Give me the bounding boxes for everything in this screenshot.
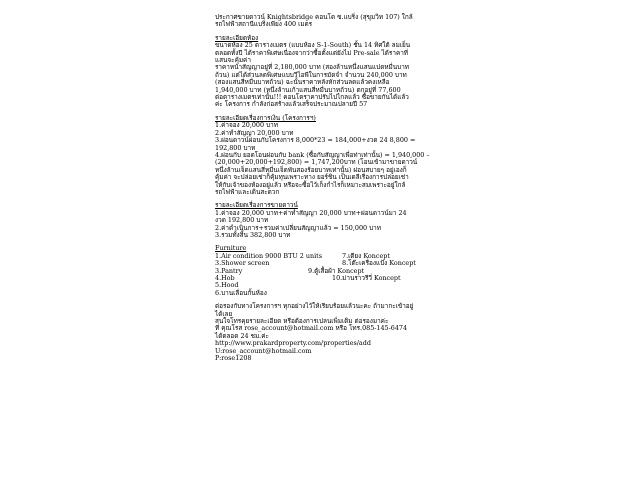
furniture-item: 8.โต๊ะเครื่องแป้ง Koncept xyxy=(342,259,416,268)
room-details-line: (สองแสนสี่หมื่นบาทถ้วน) ฉะนั้นราคาหลังหักส่วนลดแล้วคงเหลือ xyxy=(215,78,390,87)
intro-line: รถไฟฟ้าสถานีแบริ่งเพียง 400 เมตร xyxy=(215,20,313,29)
finance-line: 4.ผ่อนกับ ยอดโอนผ่อนกับ bank (ซื้อกับสัญญาเพื่อท่าเท่านั้น) = 1,940,000 – xyxy=(215,150,430,159)
furniture-item: 3.Shower screen xyxy=(215,259,270,268)
finance-line: 192,800 บาท xyxy=(215,143,256,152)
transfer-line: 2.ค่าดำเนินการ+รวมค่าเปลี่ยนสัญญาแล้ว = 150,000 บาท xyxy=(215,223,381,232)
room-details-heading: รายละเอียดห้อง xyxy=(215,33,259,42)
furniture-item: 1.Air condition 9000 BTU 2 units xyxy=(215,251,323,260)
furniture-item: 10.ม่านราวรีวี่ Koncept xyxy=(332,274,401,282)
transfer-line: งวด 192,800 บาท xyxy=(215,216,269,225)
furniture-item: 4.Hob xyxy=(215,274,235,282)
finance-line: 2.ค่าทำสัญญา 20,000 บาท xyxy=(215,128,294,137)
transfer-line: 3.รวมทั้งสิ้น 382,800 บาท xyxy=(215,230,291,239)
finance-line: 3.ผ่อนดาวน์ผ่อนกับโครงการ 8,000*23 = 184,000+งวด 24 8,800 = xyxy=(215,136,416,145)
room-details-line: แสนจะคุ้มค่า xyxy=(215,56,251,65)
finance-heading: รายละเอียดเรื่องการเงิน (โครงการฯ) xyxy=(215,113,316,122)
username-line: U:rose_account@hotmail.com xyxy=(215,346,312,355)
room-details-line: ราคาหน้าสัญญาอยู่ที่ 2,180,000 บาท (สองล้านหนึ่งแสนแปดหมื่นบาท xyxy=(215,63,409,72)
finance-section xyxy=(215,115,440,196)
room-details-line: ค่ะ โครงการ กำลังก่อสร้างแล้วเสร็จประมาณปลายปี 57 xyxy=(215,100,368,109)
room-details-line: ถ้วน) แต่ได้ส่วนลดพิเศษแบบวีไอพีในการมัดจำ จำนวน 240,000 บาท xyxy=(215,70,407,79)
finance-line: ให้กับเจ้าของห้องอยู่แล้ว หรือจะซื้อไว้เก็งกำไรก็เหมาะสมเพราะอยู่ใกล้ xyxy=(215,180,406,189)
contact-line: ได้ตลอด 24 ชม.ค่ะ xyxy=(215,331,269,340)
furniture-row xyxy=(215,275,440,282)
transfer-line: 1.ค่าจอง 20,000 บาท+ค่าทำสัญญา 20,000 บาท+ผ่อนดาวน์มา 24 xyxy=(215,208,407,217)
room-details-line: ตลอดทั้งปี ได้ราคาพิเศษเนื่องจากว่าซื้อตั้งแต่ยังไม่ Pre-sale ได้ราคาที่ xyxy=(215,48,409,57)
listing-document xyxy=(215,14,440,362)
room-details-section xyxy=(215,35,440,109)
down-payment-transfer-section xyxy=(215,202,440,239)
furniture-row xyxy=(215,290,440,297)
contact-email-line: ที่ คุณโรส rose_account@hotmail.com หรือ โทร.085-145-6474 xyxy=(215,324,408,333)
finance-line: (20,000+20,000+192,800) = 1,747,200บาท (โอนเข้ามาขายดาวน์ xyxy=(215,158,418,167)
intro-line: ประกาศขายดาวน์ Knightsbridge คอนโด ซ.แบริ่ง (สุขุมวิท 107) ใกล้ xyxy=(215,13,413,21)
room-details-line: ต่อตารางเมตรเท่านั้น!!! คอนโดราคาปรับไปไกลแล้ว ซื้อขายกันได้แล้ว xyxy=(215,93,409,102)
contact-section xyxy=(215,303,440,362)
furniture-item: 7.เตียง Koncept xyxy=(342,251,390,260)
intro-block xyxy=(215,14,440,29)
contact-line: ได้เลย xyxy=(215,309,233,318)
finance-line: หนึ่งล้านเจ็ดแสนสี่หมื่นเจ็ดพันสองร้อยบาทเท่านั้น) ผ่อนสบายๆ อยู่เองก็ xyxy=(215,165,407,174)
contact-line: ต่อรองกับทางโครงการฯ ทุกอย่างไว้ให้เรียบร้อยแล้วนะคะ ถ้ามากะเข้าอยู่ xyxy=(215,302,414,311)
furniture-item: 6.บานเลื่อนกั้นห้อง xyxy=(215,288,267,297)
password-line: P:rose1208 xyxy=(215,354,252,363)
finance-line: 1.ค่าจอง 20,000 บาท xyxy=(215,121,278,130)
furniture-item: 3.Pantry xyxy=(215,266,243,275)
furniture-section xyxy=(215,245,440,297)
property-url: http://www.prakardproperty.com/properties/add xyxy=(215,339,371,348)
finance-line: รถไฟฟ้าและเดินสะดวก xyxy=(215,187,280,196)
finance-line: คุ้มค่า จะปล่อยเช่าก็คุ้มทุนเพราะทาง ยอร์ชิน เป็นเดลีเรื่องการปล่อยเช่า xyxy=(215,173,409,182)
transfer-heading: รายละเอียดเรื่องการขายดาวน์ xyxy=(215,201,298,210)
room-details-line: ขนาดห้อง 25 ตารางเมตร (แบบห้อง S-1-South) ชั้น 14 ทิศใต้ ลมเย็น xyxy=(215,41,411,50)
furniture-row xyxy=(215,268,440,275)
furniture-item: 9.ตู้เสื้อผ้า Koncept xyxy=(308,266,365,275)
furniture-item: 5.Hood xyxy=(215,281,239,290)
contact-line: สนใจโทรคุยรายละเอียด หรือต้องการเปลนเพิ่มเติม ต่อรองมาค่ะ xyxy=(215,317,389,326)
room-details-line: 1,940,000 บาท (หนึ่งล้านเก้าแสนสี่หมื่นบาทถ้วน) ตกอยู่ที่ 77,600 xyxy=(215,85,401,94)
furniture-heading: Furniture xyxy=(215,244,247,253)
